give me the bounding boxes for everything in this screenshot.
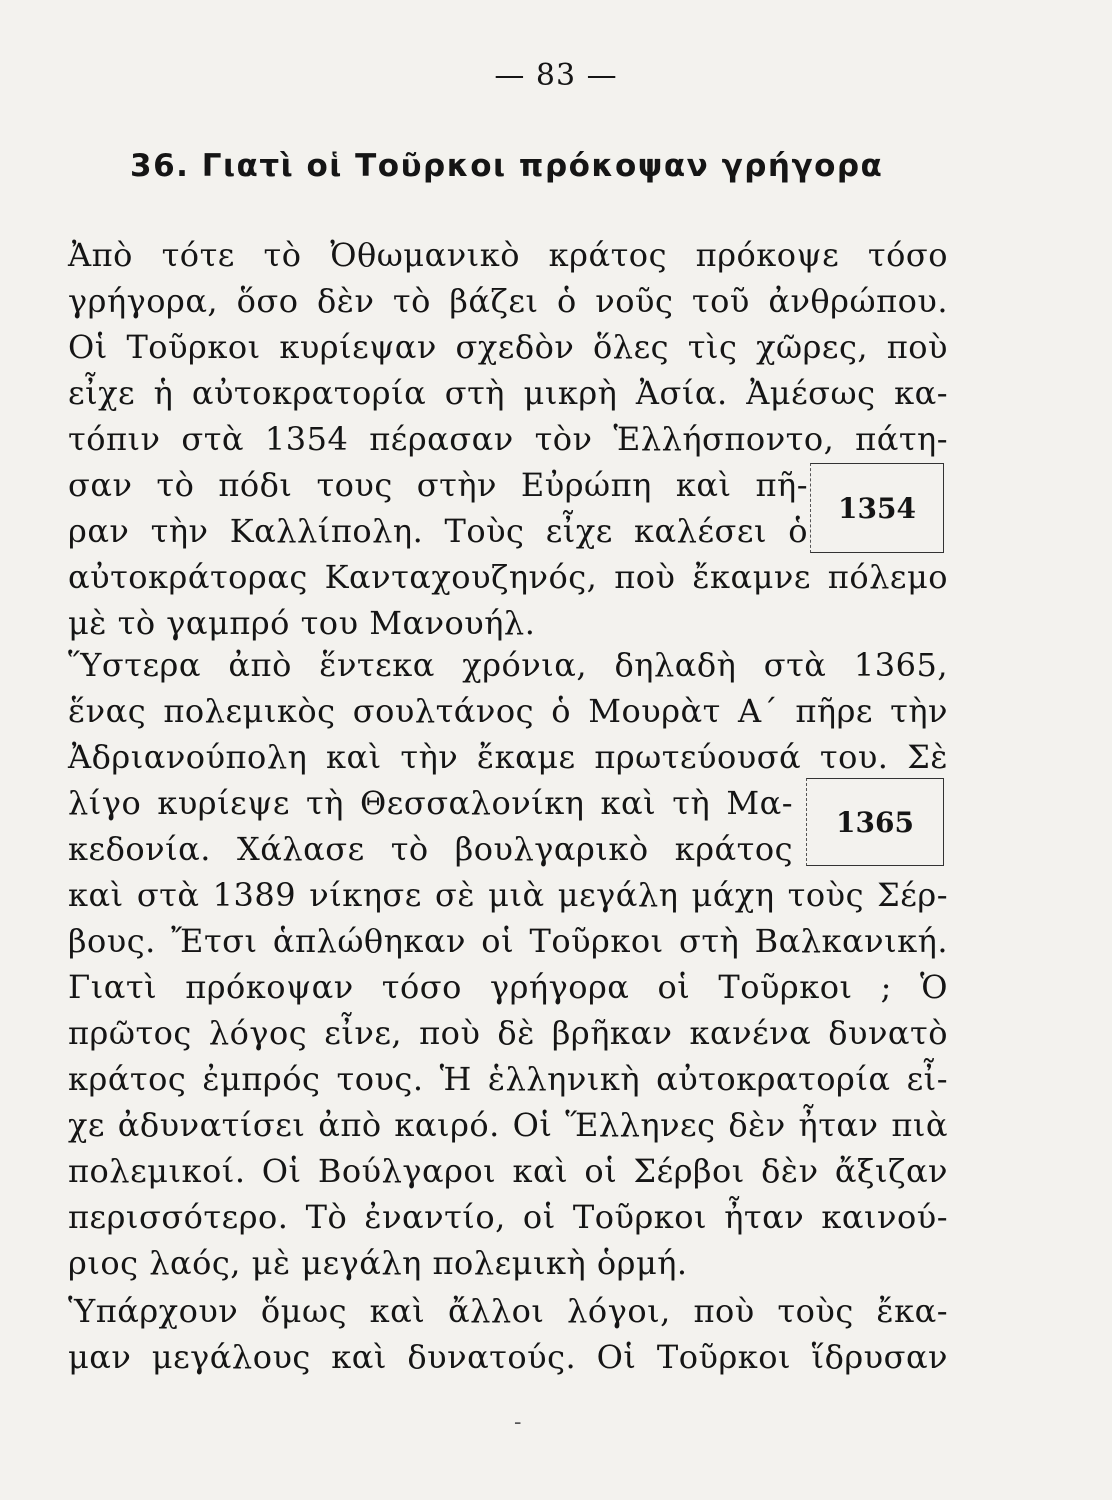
text-line: λίγο κυρίεψε τὴ Θεσσαλονίκη καὶ τὴ Μα-	[68, 784, 793, 822]
text-line: καὶ στὰ 1389 νίκησε σὲ μιὰ μεγάλη μάχη τοὺς Σέρ-	[68, 876, 948, 914]
text-line: Ἀδριανούπολη καὶ τὴν ἔκαμε πρωτεύουσά του. Σὲ	[68, 738, 948, 776]
text-line: γρήγορα, ὅσο δὲν τὸ βάζει ὁ νοῦς τοῦ ἀνθρώπου.	[68, 282, 948, 320]
text-line: Ὑπάρχουν ὅμως καὶ ἄλλοι λόγοι, ποὺ τοὺς ἔκα-	[68, 1292, 948, 1330]
text-line: Ἀπὸ τότε τὸ Ὀθωμανικὸ κράτος πρόκοψε τόσο	[68, 236, 948, 274]
text-line: χε ἀδυνατίσει ἀπὸ καιρό. Οἱ Ἕλληνες δὲν ἦταν πιὰ	[68, 1106, 948, 1144]
text-line: κεδονία. Χάλασε τὸ βουλγαρικὸ κράτος	[68, 830, 793, 868]
text-line: Οἱ Τοῦρκοι κυρίεψαν σχεδὸν ὅλες τὶς χῶρες, ποὺ	[68, 328, 948, 366]
text-line: περισσότερο. Τὸ ἐναντίο, οἱ Τοῦρκοι ἦταν καινού-	[68, 1198, 948, 1236]
decorative-dash: -	[514, 1410, 522, 1435]
text-line: ἕνας πολεμικὸς σουλτάνος ὁ Μουρὰτ Α΄ πῆρε τὴν	[68, 692, 948, 730]
text-line: πρῶτος λόγος εἶνε, ποὺ δὲ βρῆκαν κανένα δυνατὸ	[68, 1014, 948, 1052]
text-line: ραν τὴν Καλλίπολη. Τοὺς εἶχε καλέσει ὁ	[68, 512, 808, 550]
text-line: πολεμικοί. Οἱ Βούλγαροι καὶ οἱ Σέρβοι δὲν ἄξιζαν	[68, 1152, 948, 1190]
text-line: μαν μεγάλους καὶ δυνατούς. Οἱ Τοῦρκοι ἵδρυσαν	[68, 1338, 948, 1376]
page-number: — 83 —	[494, 58, 618, 93]
text-line: κράτος ἐμπρός τους. Ἡ ἑλληνικὴ αὐτοκρατορία εἶ-	[68, 1060, 948, 1098]
text-line: ριος λαός, μὲ μεγάλη πολεμικὴ ὁρμή.	[68, 1244, 688, 1282]
text-line: Γιατὶ πρόκοψαν τόσο γρήγορα οἱ Τοῦρκοι ; Ὁ	[68, 968, 948, 1006]
text-line: μὲ τὸ γαμπρό του Μανουήλ.	[68, 604, 536, 642]
text-line: Ὕστερα ἀπὸ ἕντεκα χρόνια, δηλαδὴ στὰ 1365,	[68, 646, 948, 684]
text-line: αὐτοκράτορας Κανταχουζηνός, ποὺ ἔκαμνε πόλεμο	[68, 558, 948, 596]
text-line: τόπιν στὰ 1354 πέρασαν τὸν Ἑλλήσποντο, πάτη-	[68, 420, 948, 458]
text-line: εἶχε ἡ αὐτοκρατορία στὴ μικρὴ Ἀσία. Ἀμέσως κα-	[68, 374, 948, 412]
margin-date-1365: 1365	[806, 778, 944, 866]
section-heading: 36. Γιατὶ οἱ Τοῦρκοι πρόκοψαν γρήγορα	[130, 148, 884, 184]
margin-date-1354: 1354	[810, 463, 944, 553]
text-line: σαν τὸ πόδι τους στὴν Εὐρώπη καὶ πῆ-	[68, 466, 808, 504]
text-line: βους. Ἔτσι ἁπλώθηκαν οἱ Τοῦρκοι στὴ Βαλκανική.	[68, 922, 948, 960]
